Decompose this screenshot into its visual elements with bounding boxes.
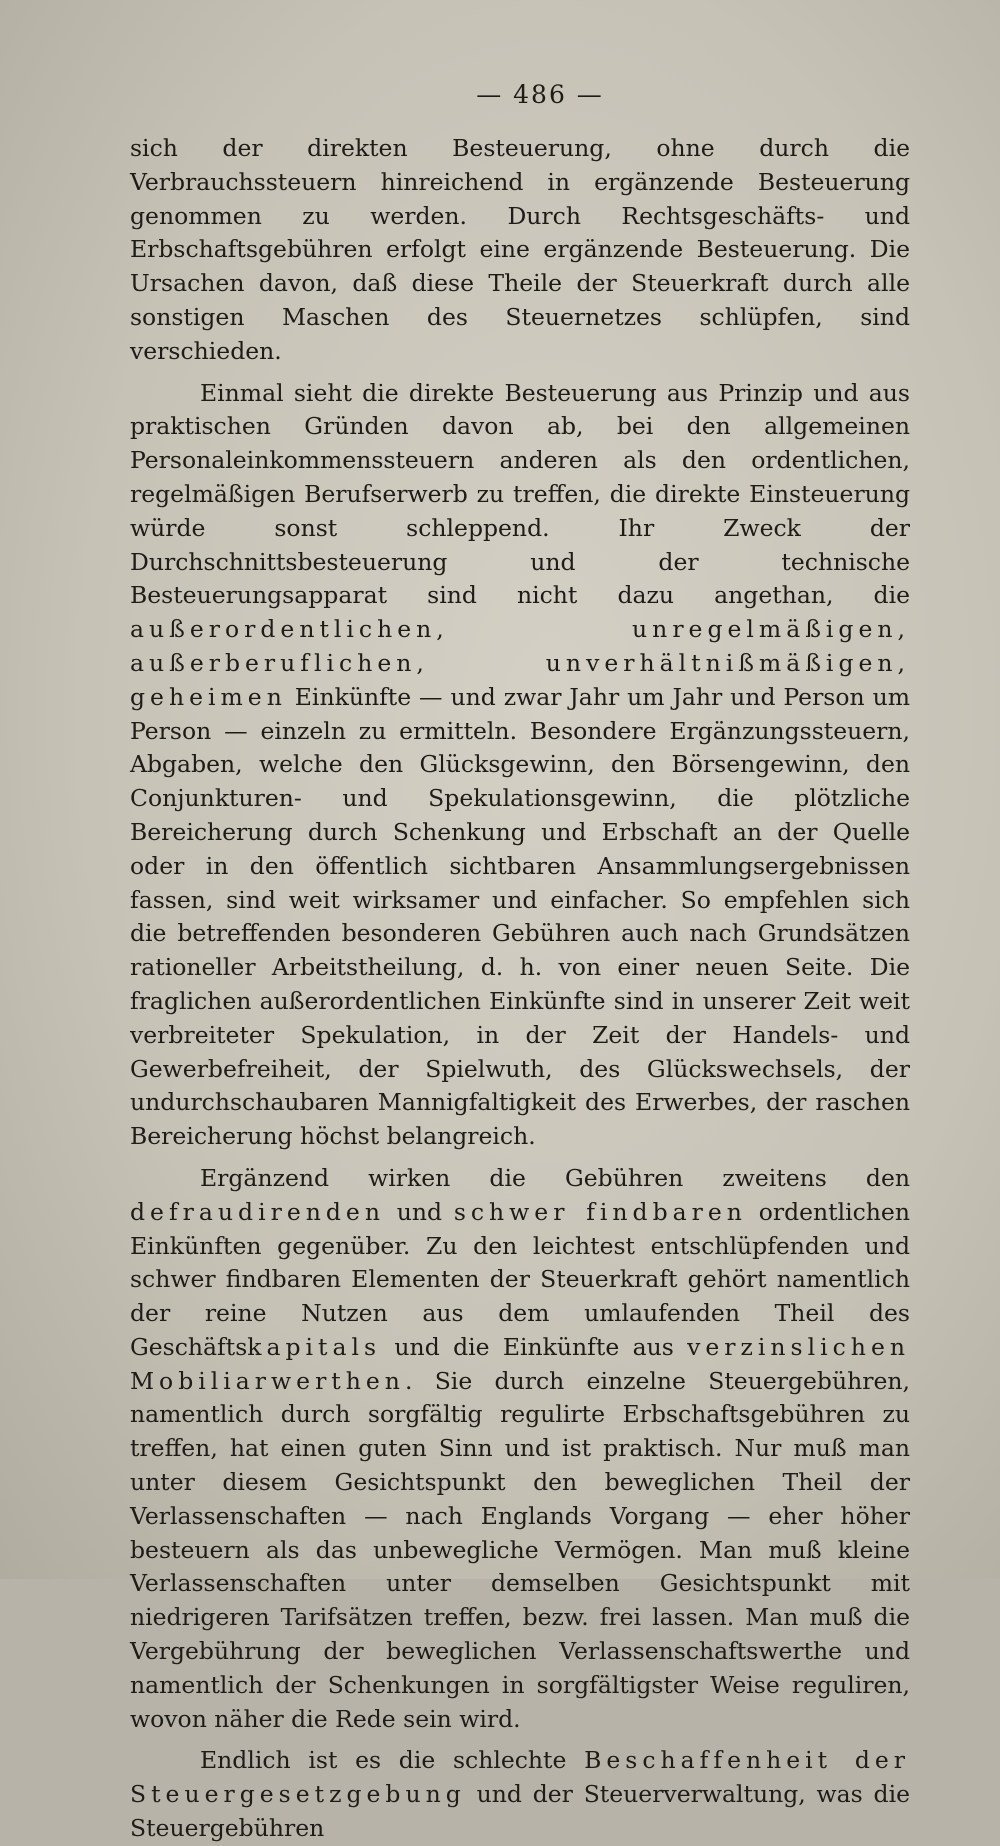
text-run: und der Steuerverwaltung, was die Steuergebühren xyxy=(130,1780,910,1843)
text-run: Einkünfte — und zwar Jahr um Jahr und Person um Person — einzeln zu ermitteln. Besondere Ergänzungssteuern, Abgaben, welche den Glücksgewinn, den Börsengewinn, den Conjunkturen- und Spekulationsgewinn, die plötzliche Bereicherung durch Schenkung und Erbschaft an der Quelle oder in den öffentlich sichtbaren Ansammlungsergebnissen fassen, sind weit wirksamer und einfacher. So empfehlen sich die betreffenden besonderen Gebühren auch nach Grundsätzen rationeller Arbeitstheilung, d. h. von einer neuen Seite. Die fraglichen außerordentlichen Einkünfte sind in unserer Zeit weit verbreiteter Spekulation, in der Zeit der Handels- und Gewerbefreiheit, der Spielwuth, des Glückswechsels, der undurchschaubaren Mannigfaltigkeit des Erwerbes, der raschen Bereicherung höchst belangreich. xyxy=(130,682,910,1151)
text-run: sich der direkten Besteuerung, ohne durch die Verbrauchssteuern hinreichend in ergänzende Besteuerung genommen zu werden. Durch Rechtsgeschäfts- und Erbschaftsgebühren erfolgt eine ergänzende Besteuerung. Die Ursachen davon, daß diese Theile der Steuerkraft durch alle sonstigen Maschen des Steuernetzes schlüpfen, sind verschieden. xyxy=(130,134,910,365)
emphasized-text: verzinslichen Mobiliarwerthen xyxy=(130,1332,910,1395)
emphasized-text: defraudirenden xyxy=(130,1197,385,1226)
body-text xyxy=(130,132,910,1846)
emphasized-text: außerordentlichen, unregelmäßigen, außerberuflichen, unverhältnißmäßigen, geheimen xyxy=(130,615,910,711)
page-number: — 486 — xyxy=(476,80,604,109)
text-run: und die Einkünfte aus xyxy=(381,1332,688,1361)
paragraph xyxy=(130,1162,910,1737)
text-run: ordentlichen Einkünften gegenüber. Zu den leichtest entschlüpfenden und schwer findbaren Elementen der Steuerkraft gehört namentlich der reine Nutzen aus dem umlaufenden Theil des Geschäfts xyxy=(130,1197,910,1361)
text-run: Einmal sieht die direkte Besteuerung aus Prinzip und aus praktischen Gründen davon ab, bei den allgemeinen Personaleinkommenssteuern anderen als den ordentlichen, regelmäßigen Berufserwerb zu treffen, die direkte Einsteuerung würde sonst schleppend. Ihr Zweck der Durchschnittsbesteuerung und der technische Besteuerungsapparat sind nicht dazu angethan, die xyxy=(130,378,910,610)
emphasized-text: schwer findbaren xyxy=(453,1197,747,1226)
text-run: Ergänzend wirken die Gebühren zweitens den xyxy=(200,1163,910,1192)
paragraph xyxy=(130,132,910,369)
paragraph xyxy=(130,377,910,1154)
emphasized-text: kapitals xyxy=(247,1332,382,1361)
text-run: und xyxy=(384,1197,454,1226)
text-run: Endlich ist es die schlechte xyxy=(200,1746,585,1775)
paragraph xyxy=(130,1744,910,1845)
text-run: . Sie durch einzelne Steuergebühren, namentlich durch sorgfältig regulirte Erbschaftsgebühren zu treffen, hat einen guten Sinn und ist praktisch. Nur muß man unter diesem Gesichtspunkt den beweglichen Theil der Verlassenschaften — nach Englands Vorgang — eher höher besteuern als das unbewegliche Vermögen. Man muß kleine Verlassenschaften unter demselben Gesichtspunkt mit niedrigeren Tarifsätzen treffen, bezw. frei lassen. Man muß die Vergebührung der beweglichen Verlassenschaftswerthe und namentlich der Schenkungen in sorgfältigster Weise reguliren, wovon näher die Rede sein wird. xyxy=(130,1366,910,1733)
emphasized-text: Beschaffenheit der Steuergesetzgebung xyxy=(130,1746,911,1809)
